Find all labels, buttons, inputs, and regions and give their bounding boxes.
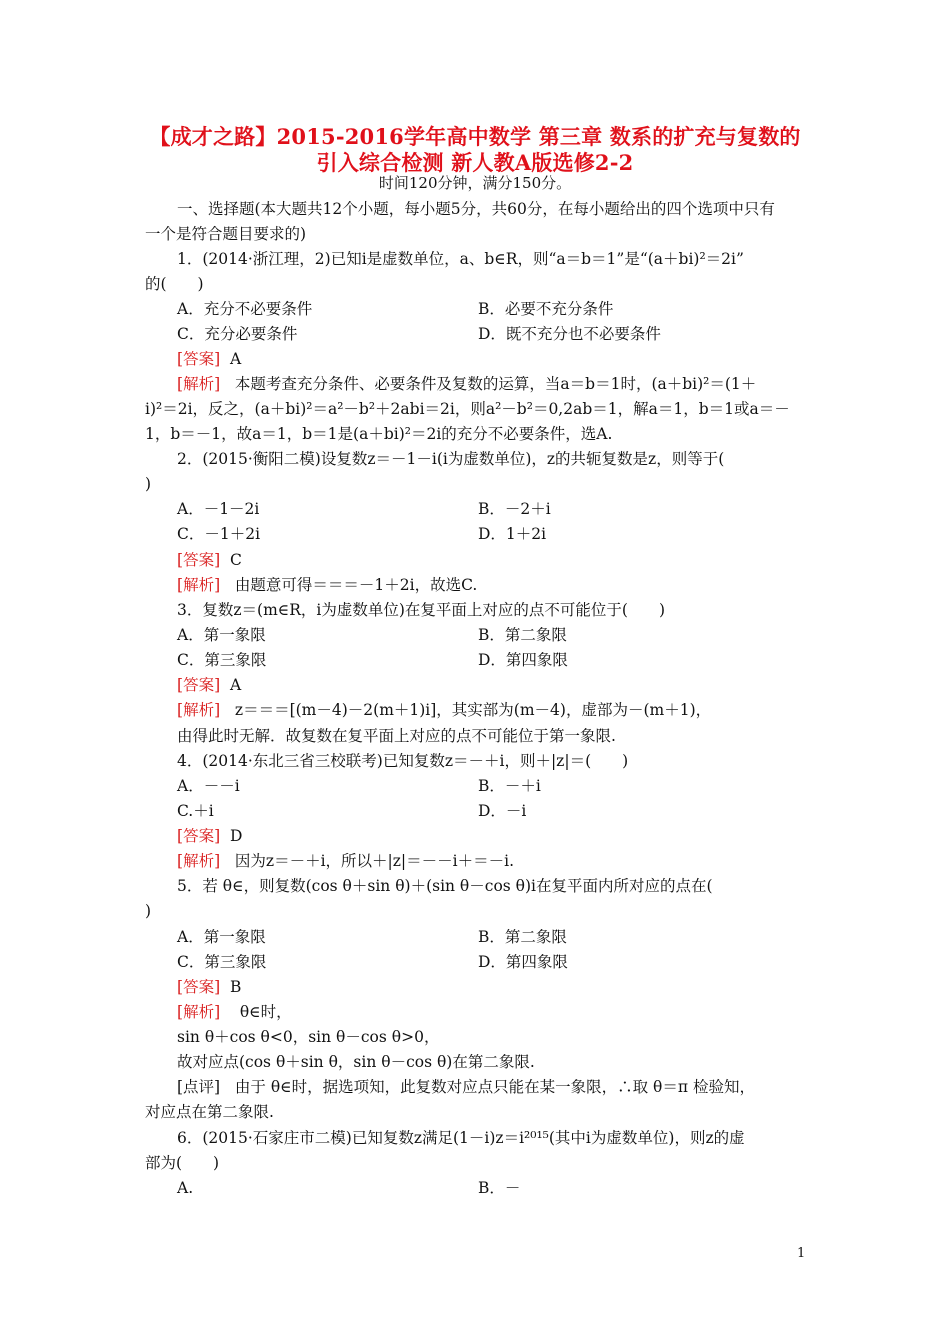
q3-analysis-line-2: 由得此时无解．故复数在复平面上对应的点不可能位于第一象限.: [177, 727, 616, 745]
section-heading-line-2: 一个是符合题目要求的): [145, 225, 307, 243]
q1-option-d: D．既不充分也不必要条件: [478, 325, 661, 343]
q5-comment-text-1: 由于 θ∈时，据选项知，此复数对应点只能在某一象限，∴取 θ＝π 检验知，: [234, 1078, 755, 1096]
q3-analysis-line-1: [177, 700, 711, 720]
q1-option-a: A．充分不必要条件: [177, 300, 313, 318]
q2-stem-line-2: ): [145, 475, 152, 493]
answer-label: [ 答案 ]: [177, 978, 220, 996]
q1-answer: [177, 349, 241, 369]
q4-analysis-text-1: 因为z＝－＋i，所以＋|z|＝－－i＋＝－i.: [234, 852, 514, 870]
q6-stem-line-1: 6．(2015·石家庄市二模)已知复数z满足(1－i)z＝i²⁰¹⁵(其中i为虚数单位)，则z的虚: [177, 1129, 745, 1147]
q4-option-a: A．－－i: [177, 777, 240, 795]
q5-analysis-line-3: 故对应点(cos θ＋sin θ，sin θ－cos θ)在第二象限.: [177, 1053, 535, 1071]
q1-stem-line-1: 1．(2014·浙江理，2)已知i是虚数单位，a、b∈R，则“a＝b＝1”是“(a＋bi)²＝2i”: [177, 250, 744, 268]
section-heading-line-1: 一、选择题(本大题共12个小题，每小题5分，共60分，在每小题给出的四个选项中只有: [177, 200, 775, 218]
q2-analysis-text-1: 由题意可得＝＝＝－1＋2i，故选C.: [234, 576, 478, 594]
analysis-label: [ 解析 ]: [177, 852, 220, 870]
q1-analysis-text-1: 本题考查充分条件、必要条件及复数的运算，当a＝b＝1时，(a＋bi)²＝(1＋: [234, 375, 757, 393]
q5-answer-value: B: [230, 978, 242, 996]
q6-option-a: A.: [177, 1179, 194, 1197]
q4-option-b: B．－＋i: [478, 777, 541, 795]
q1-analysis-line-3: 1，b＝－1，故a＝1，b＝1是(a＋bi)²＝2i的充分不必要条件，选A.: [145, 425, 613, 443]
q1-analysis-line-2: i)²＝2i，反之，(a＋bi)²＝a²－b²＋2abi＝2i，则a²－b²＝0,2ab＝1，解a＝1，b＝1或a＝－: [145, 400, 790, 418]
q5-option-d: D．第四象限: [478, 953, 568, 971]
q3-option-b: B．第二象限: [478, 626, 567, 644]
q5-answer: [177, 977, 241, 997]
q1-answer-value: A: [230, 350, 242, 368]
q1-option-b: B．必要不充分条件: [478, 300, 614, 318]
q2-analysis-line-1: [177, 575, 477, 595]
q4-stem-line-1: 4．(2014·东北三省三校联考)已知复数z＝－＋i，则＋|z|＝( ): [177, 752, 629, 770]
page-number: 1: [797, 1246, 806, 1261]
q4-option-d: D．－i: [478, 802, 527, 820]
q3-answer: [177, 675, 241, 695]
document-title-line-2: 引入综合检测 新人教A版选修2-2: [316, 150, 634, 175]
answer-label: [ 答案 ]: [177, 551, 220, 569]
q2-option-c: C．－1＋2i: [177, 525, 261, 543]
q5-analysis-text-1: θ∈时，: [234, 1003, 292, 1021]
q3-analysis-text-1: z＝＝＝[(m－4)－2(m＋1)i]，其实部为(m－4)，虚部为－(m＋1)，: [234, 701, 712, 719]
q5-stem-line-2: ): [145, 902, 152, 920]
answer-label: [ 答案 ]: [177, 676, 220, 694]
document-title-line-1: 【成才之路】2015-2016学年高中数学 第三章 数系的扩充与复数的: [149, 124, 801, 149]
q5-comment-line-2: 对应点在第二象限.: [145, 1103, 274, 1121]
q2-answer-value: C: [230, 551, 242, 569]
q2-option-b: B．－2＋i: [478, 500, 551, 518]
comment-label: [点评]: [177, 1078, 221, 1096]
analysis-label: [ 解析 ]: [177, 576, 220, 594]
q5-analysis-line-1: [177, 1002, 292, 1022]
q5-stem-line-1: 5．若 θ∈，则复数(cos θ＋sin θ)＋(sin θ－cos θ)i在复平面内所对应的点在(: [177, 877, 713, 895]
exam-time-note: 时间120分钟，满分150分。: [378, 174, 572, 192]
q5-option-a: A．第一象限: [177, 928, 266, 946]
q6-stem-line-2: 部为( ): [145, 1154, 220, 1172]
q1-option-c: C．充分必要条件: [177, 325, 298, 343]
answer-label: [ 答案 ]: [177, 827, 220, 845]
q4-answer-value: D: [230, 827, 243, 845]
analysis-label: [ 解析 ]: [177, 1003, 220, 1021]
q5-option-b: B．第二象限: [478, 928, 567, 946]
q3-option-c: C．第三象限: [177, 651, 267, 669]
q5-comment-line-1-body: [177, 1077, 755, 1097]
analysis-label: [ 解析 ]: [177, 375, 220, 393]
q2-option-d: D．1＋2i: [478, 525, 547, 543]
q5-option-c: C．第三象限: [177, 953, 267, 971]
q4-answer: [177, 826, 242, 846]
q2-option-a: A．－1－2i: [177, 500, 260, 518]
q1-analysis-line-1: [177, 374, 756, 394]
q3-option-d: D．第四象限: [478, 651, 568, 669]
q3-answer-value: A: [230, 676, 242, 694]
q3-option-a: A．第一象限: [177, 626, 266, 644]
q3-stem-line-1: 3．复数z＝(m∈R，i为虚数单位)在复平面上对应的点不可能位于( ): [177, 601, 666, 619]
analysis-label: [ 解析 ]: [177, 701, 220, 719]
q1-stem-line-2: 的( ): [145, 275, 204, 293]
q2-answer: [177, 550, 242, 570]
q6-option-b: B．－: [478, 1179, 521, 1197]
q2-stem-line-1: 2．(2015·衡阳二模)设复数z＝－1－i(i为虚数单位)，z的共轭复数是z，则等于(: [177, 450, 725, 468]
q5-analysis-line-2: sin θ＋cos θ<0，sin θ－cos θ>0，: [177, 1028, 440, 1046]
answer-label: [ 答案 ]: [177, 350, 220, 368]
q4-analysis-line-1: [177, 851, 514, 871]
q4-option-c: C.＋i: [177, 802, 214, 820]
